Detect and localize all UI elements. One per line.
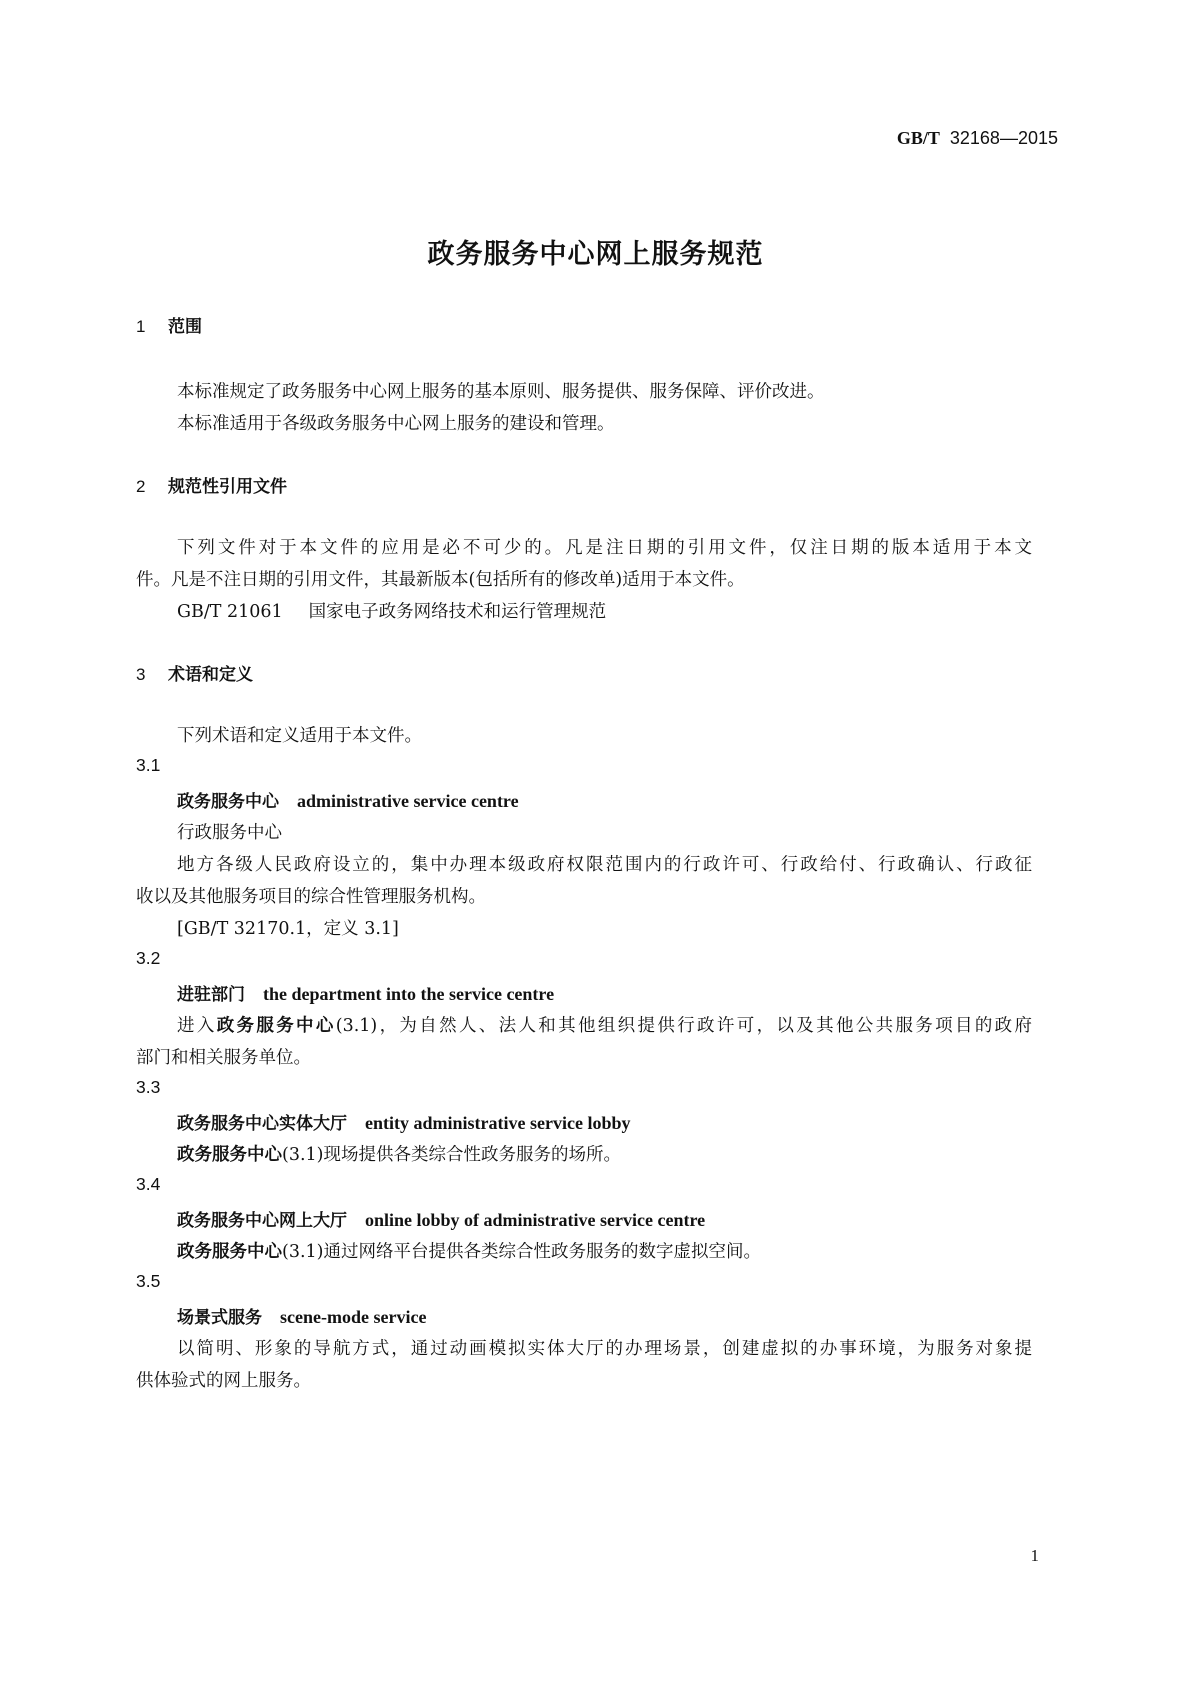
- page-number: 1: [1030, 1546, 1039, 1565]
- term-entry: [177, 1303, 426, 1328]
- term-source: [GB/T 32170.1，定义 3.1]: [177, 919, 399, 939]
- paragraph: 下列文件对于本文件的应用是必不可少的。凡是注日期的引用文件，仅注日期的版本适用于本文: [177, 538, 1032, 558]
- normative-reference: [177, 598, 606, 623]
- standard-prefix: GB/T: [896, 128, 940, 148]
- paragraph: 件。凡是不注日期的引用文件，其最新版本(包括所有的修改单)适用于本文件。: [136, 570, 745, 590]
- definition: 以简明、形象的导航方式，通过动画模拟实体大厅的办理场景，创建虚拟的办事环境，为服务对象提: [177, 1339, 1032, 1359]
- term-en: entity administrative service lobby: [365, 1113, 631, 1133]
- term-en: the department into the service centre: [263, 984, 555, 1004]
- paragraph: 下列术语和定义适用于本文件。: [177, 726, 422, 746]
- section-number: 2: [136, 477, 146, 496]
- section-number: 3: [136, 665, 146, 684]
- section-title: 规范性引用文件: [168, 477, 287, 497]
- term-en: administrative service centre: [297, 791, 519, 811]
- term-entry: [177, 1109, 630, 1134]
- term-en: scene-mode service: [280, 1307, 427, 1327]
- standard-number: 32168—2015: [949, 128, 1058, 148]
- definition-text: 进入: [177, 1016, 217, 1036]
- term-entry: [177, 1206, 705, 1231]
- term-entry: [177, 980, 554, 1005]
- standard-code: [897, 128, 1058, 149]
- section-1-heading: [136, 312, 202, 337]
- term-entry: [177, 787, 519, 812]
- section-title: 范围: [168, 317, 202, 337]
- section-2-heading: [136, 472, 287, 497]
- term-zh: 进驻部门: [177, 985, 245, 1005]
- paragraph: 本标准适用于各级政务服务中心网上服务的建设和管理。: [177, 414, 615, 434]
- term-number: 3.4: [136, 1174, 161, 1194]
- definition: 部门和相关服务单位。: [136, 1048, 311, 1068]
- section-title: 术语和定义: [168, 665, 253, 685]
- term-en: online lobby of administrative service centre: [365, 1210, 706, 1230]
- term-number: 3.5: [136, 1271, 161, 1291]
- term-number: 3.2: [136, 948, 161, 968]
- document-title: 政务服务中心网上服务规范: [427, 239, 764, 270]
- term-zh: 政务服务中心实体大厅: [177, 1114, 347, 1134]
- section-number: 1: [136, 317, 146, 336]
- term-number: 3.1: [136, 755, 161, 775]
- term-zh: 政务服务中心网上大厅: [177, 1211, 347, 1231]
- term-zh: 场景式服务: [177, 1308, 262, 1328]
- definition: [177, 1238, 761, 1263]
- definition-text: (3.1)，为自然人、法人和其他组织提供行政许可，以及其他公共服务项目的政府: [335, 1016, 1033, 1036]
- definition: [177, 1141, 621, 1166]
- term-number: 3.3: [136, 1077, 161, 1097]
- definition: [177, 1012, 1032, 1037]
- reference-title: 国家电子政务网络技术和运行管理规范: [308, 602, 607, 622]
- paragraph: 本标准规定了政务服务中心网上服务的基本原则、服务提供、服务保障、评价改进。: [177, 382, 825, 402]
- reference-code: GB/T 21061: [177, 602, 283, 622]
- definition-text: (3.1)通过网络平台提供各类综合性政务服务的数字虚拟空间。: [282, 1242, 761, 1262]
- term-cross-reference: 政务服务中心: [216, 1016, 336, 1036]
- definition-text: (3.1)现场提供各类综合性政务服务的场所。: [282, 1145, 621, 1165]
- term-cross-reference: 政务服务中心: [177, 1145, 282, 1165]
- term-cross-reference: 政务服务中心: [177, 1242, 282, 1262]
- term-zh: 政务服务中心: [177, 792, 279, 812]
- definition: 供体验式的网上服务。: [136, 1371, 311, 1391]
- section-3-heading: [136, 660, 253, 685]
- definition: 地方各级人民政府设立的，集中办理本级政府权限范围内的行政许可、行政给付、行政确认、行政征: [177, 855, 1032, 875]
- definition: 收以及其他服务项目的综合性管理服务机构。: [136, 887, 486, 907]
- admitted-term: 行政服务中心: [177, 823, 282, 843]
